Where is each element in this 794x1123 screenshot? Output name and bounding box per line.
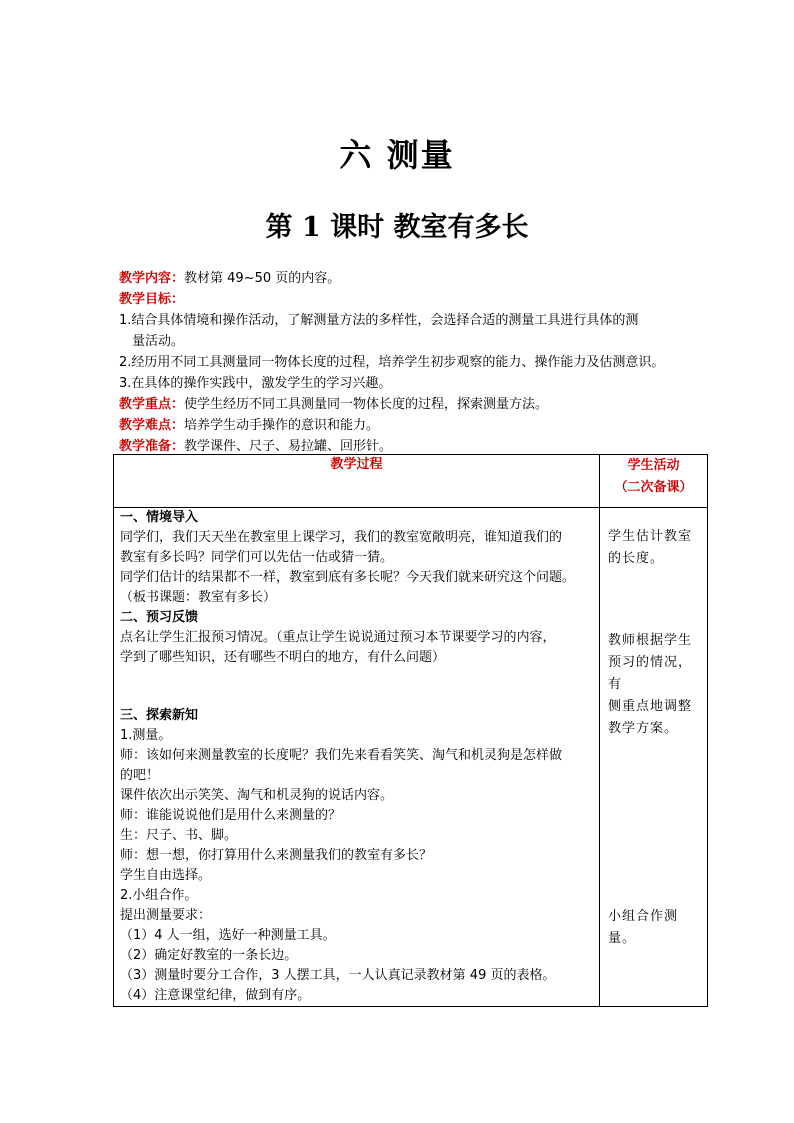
content-text: 教材第 49~50 页的内容。 — [184, 271, 341, 286]
prep-text: 教学课件、尺子、易拉罐、回形针。 — [184, 439, 393, 454]
lesson-title: 第 1 课时 教室有多长 — [265, 212, 529, 243]
table-header-row — [114, 455, 708, 508]
process-line: （4）注意课堂纪律，做到有序。 — [120, 988, 311, 1003]
section-title: 二、预习反馈 — [120, 610, 199, 625]
student-note-line: 小组合作测量。 — [608, 909, 679, 946]
content-label: 教学内容： — [119, 271, 185, 286]
process-line: （板书课题：教室有多长） — [120, 590, 277, 605]
process-line: 同学们估计的结果都不一样，教室到底有多长呢？今天我们就来研究这个问题。 — [120, 570, 576, 585]
student-note-3 — [608, 906, 704, 950]
spacer — [120, 668, 593, 706]
goal-line: 3.在具体的操作实践中，激发学生的学习兴趣。 — [119, 376, 392, 391]
student-note-1 — [608, 526, 704, 570]
prep-label: 教学准备： — [119, 439, 185, 454]
student-note-line: 学生估计教室 — [608, 529, 693, 544]
unit-title: 六 测量 — [339, 136, 455, 174]
goal-label: 教学目标： — [119, 292, 185, 307]
process-cell — [114, 508, 600, 1007]
process-line: 同学们，我们天天坐在教室里上课学习，我们的教室宽敞明亮，谁知道我们的 — [120, 530, 563, 545]
student-note-line: 侧重点地调整 — [608, 699, 693, 714]
student-cell — [600, 508, 708, 1007]
section-title: 三、探索新知 — [120, 708, 199, 723]
key-text: 使学生经历不同工具测量同一物体长度的过程，探索测量方法。 — [184, 397, 549, 412]
student-header — [600, 455, 708, 508]
student-note-line: 预习的情况，有 — [608, 655, 693, 692]
goal-line: 2.经历用不同工具测量同一物体长度的过程，培养学生初步观察的能力、操作能力及估测意识。 — [119, 355, 665, 370]
process-line: 学到了哪些知识，还有哪些不明白的地方，有什么问题） — [120, 650, 446, 665]
process-line: （3）测量时要分工合作，3 人摆工具，一人认真记录教材第 49 页的表格。 — [120, 968, 556, 983]
process-line: 提出测量要求： — [120, 908, 212, 923]
lesson-meta — [119, 268, 719, 457]
goal-line: 量活动。 — [132, 334, 185, 349]
process-line: （1）4 人一组，选好一种测量工具。 — [120, 928, 336, 943]
process-line: 师：该如何来测量教室的长度呢？我们先来看看笑笑、淘气和机灵狗是怎样做 — [120, 748, 563, 763]
goal-line: 1.结合具体情境和操作活动，了解测量方法的多样性，会选择合适的测量工具进行具体的测 — [119, 313, 639, 328]
process-line: 教室有多长吗？同学们可以先估一估或猜一猜。 — [120, 550, 394, 565]
section-title: 一、情境导入 — [120, 510, 199, 525]
process-line: 2.小组合作。 — [120, 888, 198, 903]
student-note-line: 教师根据学生 — [608, 633, 693, 648]
process-line: （2）确定好教室的一条长边。 — [120, 948, 298, 963]
student-note-line: 的长度。 — [608, 551, 665, 566]
process-line: 点名让学生汇报预习情况。（重点让学生说说通过预习本节课要学习的内容， — [120, 630, 556, 645]
difficulty-label: 教学难点： — [119, 418, 185, 433]
key-label: 教学重点： — [119, 397, 185, 412]
process-line: 师：想一想，你打算用什么来测量我们的教室有多长？ — [120, 848, 433, 863]
student-header-line: 学生活动 — [627, 458, 680, 473]
table-body-row — [114, 508, 708, 1007]
process-header: 教学过程 — [114, 455, 600, 508]
difficulty-row — [119, 415, 719, 436]
key-row — [119, 394, 719, 415]
student-note-line: 教学方案。 — [608, 721, 679, 736]
process-line: 课件依次出示笑笑、淘气和机灵狗的说话内容。 — [120, 788, 394, 803]
process-line: 生：尺子、书、脚。 — [120, 828, 238, 843]
process-line: 的吧！ — [120, 768, 160, 783]
content-row — [119, 268, 719, 289]
lesson-plan-table — [113, 454, 708, 1007]
student-note-2 — [608, 630, 704, 740]
student-header-line: （二次备课） — [614, 480, 693, 495]
process-line: 师：谁能说说他们是用什么来测量的？ — [120, 808, 342, 823]
process-line: 1.测量。 — [120, 728, 172, 743]
process-line: 学生自由选择。 — [120, 868, 212, 883]
goal-row — [119, 289, 719, 310]
difficulty-text: 培养学生动手操作的意识和能力。 — [184, 418, 380, 433]
